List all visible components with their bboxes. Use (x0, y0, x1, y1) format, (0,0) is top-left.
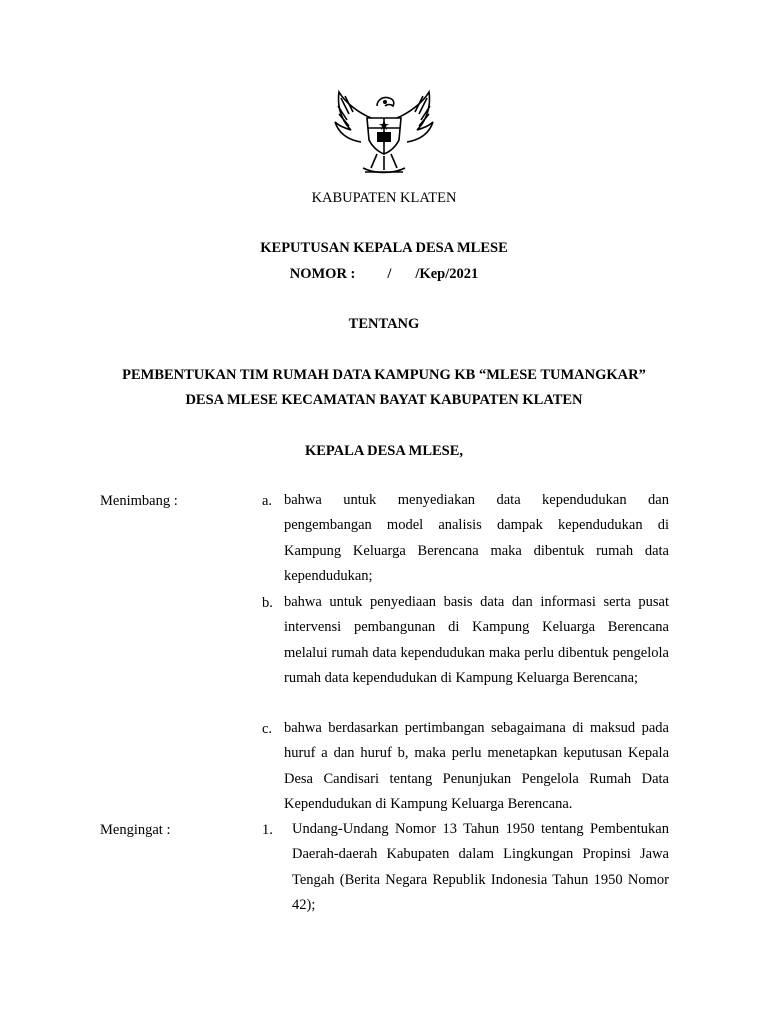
garuda-pancasila-emblem (327, 88, 441, 180)
about-heading: TENTANG (348, 316, 420, 332)
decree-title: KEPUTUSAN KEPALA DESA MLESE (260, 240, 508, 256)
number-separator: / (387, 266, 392, 282)
menimbang-marker-a: a. (262, 493, 273, 509)
menimbang-item-b: bahwa untuk penyediaan basis data dan informasi serta pusat intervensi pembangunan di Kampung Keluarga Berencana melalui rumah data kependudukan maka perlu dibentuk pengelola rumah data kependudukan di Kampung Keluarga Berencana; (284, 594, 669, 687)
subject-line-2: DESA MLESE KECAMATAN BAYAT KABUPATEN KLATEN (185, 392, 583, 408)
menimbang-item-a: bahwa untuk menyediakan data kependudukan dan pengembangan model analisis dampak kependudukan di Kampung Keluarga Berencana maka dibentuk rumah data kependudukan; (284, 492, 669, 585)
menimbang-marker-c: c. (262, 721, 273, 737)
mengingat-marker-1: 1. (262, 822, 273, 838)
mengingat-label: Mengingat : (100, 822, 171, 838)
regency-name: KABUPATEN KLATEN (311, 190, 457, 206)
menimbang-label: Menimbang : (100, 493, 178, 509)
menimbang-item-c: bahwa berdasarkan pertimbangan sebagaimana di maksud pada huruf a dan huruf b, maka perlu menetapkan keputusan Kepala Desa Candisari tentang Penunjukan Pengelola Rumah Data Kependudukan di Kampung Keluarga Berencana. (284, 720, 669, 813)
issuer-heading: KEPALA DESA MLESE, (304, 443, 464, 459)
decree-number (0, 266, 768, 283)
number-suffix: /Kep/2021 (415, 266, 479, 282)
number-label: NOMOR : (289, 266, 356, 282)
mengingat-item-1: Undang-Undang Nomor 13 Tahun 1950 tentang Pembentukan Daerah-daerah Kabupaten dalam Lingkungan Propinsi Jawa Tengah (Berita Negara Republik Indonesia Tahun 1950 Nomor 42); (292, 821, 669, 914)
subject-line-1: PEMBENTUKAN TIM RUMAH DATA KAMPUNG KB “MLESE TUMANGKAR” (122, 367, 646, 383)
menimbang-marker-b: b. (262, 595, 273, 611)
